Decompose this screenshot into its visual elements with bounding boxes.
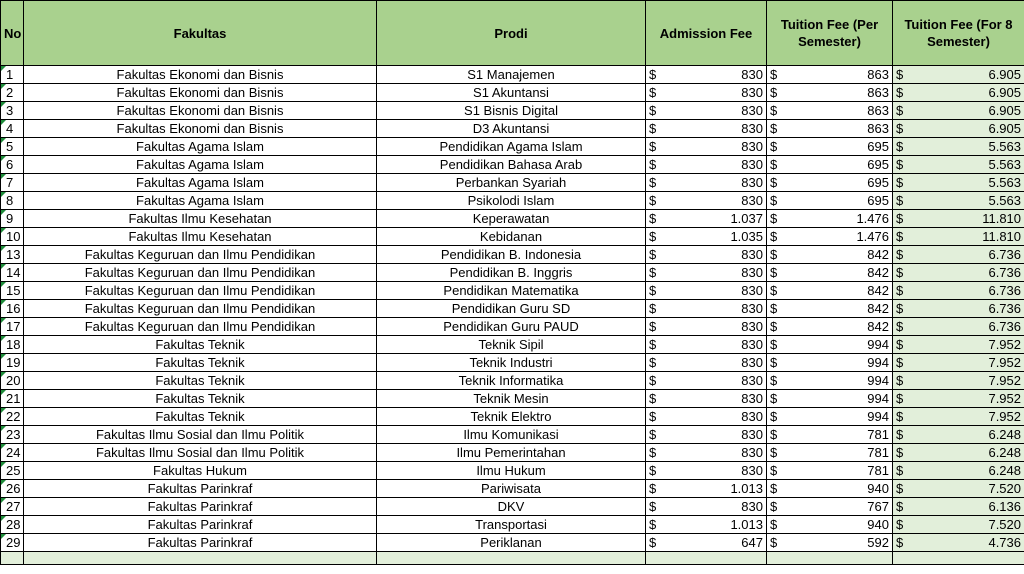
cell-admission-currency[interactable]: $ xyxy=(646,282,667,300)
cell-tuition-sem-currency[interactable]: $ xyxy=(767,318,787,336)
table-row xyxy=(1,336,1024,354)
cell-fakultas[interactable]: Fakultas Teknik xyxy=(24,408,377,426)
cell-admission-fee[interactable]: 830 xyxy=(667,408,767,426)
cell-tuition-sem-currency[interactable]: $ xyxy=(767,84,787,102)
cell-fakultas[interactable]: Fakultas Keguruan dan Ilmu Pendidikan xyxy=(24,264,377,282)
cell-admission-currency[interactable]: $ xyxy=(646,354,667,372)
footer-row xyxy=(1,552,1024,565)
cell-tuition-total-currency[interactable]: $ xyxy=(893,534,913,552)
cell-prodi[interactable]: Pendidikan B. Indonesia xyxy=(377,246,646,264)
cell-prodi[interactable]: Ilmu Hukum xyxy=(377,462,646,480)
table-row xyxy=(1,372,1024,390)
table-row xyxy=(1,498,1024,516)
cell-no[interactable]: 21 xyxy=(1,390,24,408)
cell-tuition-sem-currency[interactable]: $ xyxy=(767,228,787,246)
cell-admission-currency[interactable]: $ xyxy=(646,444,667,462)
cell-admission-currency[interactable]: $ xyxy=(646,462,667,480)
cell-prodi[interactable]: Psikolodi Islam xyxy=(377,192,646,210)
cell-fakultas[interactable]: Fakultas Teknik xyxy=(24,372,377,390)
cell-admission-currency[interactable]: $ xyxy=(646,300,667,318)
cell-tuition-sem-currency[interactable]: $ xyxy=(767,66,787,84)
cell-prodi[interactable]: S1 Akuntansi xyxy=(377,84,646,102)
cell-fakultas[interactable]: Fakultas Agama Islam xyxy=(24,192,377,210)
cell-tuition-sem-currency[interactable]: $ xyxy=(767,408,787,426)
cell-tuition-total-currency[interactable]: $ xyxy=(893,246,913,264)
table-row xyxy=(1,516,1024,534)
cell-admission-fee[interactable]: 1.035 xyxy=(667,228,767,246)
table-row xyxy=(1,354,1024,372)
cell-tuition-8-semester[interactable]: 5.563 xyxy=(913,138,1024,156)
cell-tuition-8-semester[interactable]: 5.563 xyxy=(913,174,1024,192)
footer-cell[interactable] xyxy=(767,552,893,565)
cell-tuition-8-semester[interactable]: 7.952 xyxy=(913,390,1024,408)
footer-cell[interactable] xyxy=(24,552,377,565)
cell-tuition-sem-currency[interactable]: $ xyxy=(767,390,787,408)
cell-fakultas[interactable]: Fakultas Hukum xyxy=(24,462,377,480)
cell-tuition-total-currency[interactable]: $ xyxy=(893,372,913,390)
cell-tuition-sem-currency[interactable]: $ xyxy=(767,534,787,552)
cell-tuition-8-semester[interactable]: 11.810 xyxy=(913,210,1024,228)
cell-prodi[interactable]: DKV xyxy=(377,498,646,516)
cell-prodi[interactable]: Teknik Elektro xyxy=(377,408,646,426)
cell-prodi[interactable]: Pendidikan Agama Islam xyxy=(377,138,646,156)
table-row xyxy=(1,390,1024,408)
cell-tuition-total-currency[interactable]: $ xyxy=(893,66,913,84)
cell-admission-fee[interactable]: 830 xyxy=(667,336,767,354)
cell-fakultas[interactable]: Fakultas Ekonomi dan Bisnis xyxy=(24,102,377,120)
cell-tuition-total-currency[interactable]: $ xyxy=(893,318,913,336)
cell-prodi[interactable]: Pendidikan Bahasa Arab xyxy=(377,156,646,174)
table-row xyxy=(1,210,1024,228)
cell-admission-fee[interactable]: 830 xyxy=(667,318,767,336)
table-row xyxy=(1,66,1024,84)
cell-tuition-per-semester[interactable]: 1.476 xyxy=(787,228,893,246)
table-row xyxy=(1,84,1024,102)
cell-fakultas[interactable]: Fakultas Parinkraf xyxy=(24,498,377,516)
cell-tuition-8-semester[interactable]: 6.736 xyxy=(913,300,1024,318)
cell-admission-currency[interactable]: $ xyxy=(646,498,667,516)
cell-prodi[interactable]: S1 Bisnis Digital xyxy=(377,102,646,120)
cell-admission-currency[interactable]: $ xyxy=(646,66,667,84)
cell-tuition-total-currency[interactable]: $ xyxy=(893,390,913,408)
cell-tuition-per-semester[interactable]: 940 xyxy=(787,516,893,534)
cell-no[interactable]: 1 xyxy=(1,66,24,84)
cell-tuition-sem-currency[interactable]: $ xyxy=(767,156,787,174)
cell-tuition-per-semester[interactable]: 842 xyxy=(787,282,893,300)
footer-cell[interactable] xyxy=(377,552,646,565)
header-no[interactable]: No xyxy=(1,1,24,66)
header-prodi[interactable]: Prodi xyxy=(377,1,646,66)
cell-tuition-total-currency[interactable]: $ xyxy=(893,300,913,318)
cell-fakultas[interactable]: Fakultas Teknik xyxy=(24,354,377,372)
table-row xyxy=(1,444,1024,462)
cell-tuition-total-currency[interactable]: $ xyxy=(893,516,913,534)
cell-tuition-8-semester[interactable]: 6.736 xyxy=(913,264,1024,282)
cell-prodi[interactable]: Perbankan Syariah xyxy=(377,174,646,192)
cell-no[interactable]: 3 xyxy=(1,102,24,120)
cell-tuition-total-currency[interactable]: $ xyxy=(893,102,913,120)
cell-tuition-sem-currency[interactable]: $ xyxy=(767,480,787,498)
header-row xyxy=(1,1,1024,66)
cell-tuition-sem-currency[interactable]: $ xyxy=(767,462,787,480)
cell-fakultas[interactable]: Fakultas Agama Islam xyxy=(24,156,377,174)
cell-tuition-per-semester[interactable]: 781 xyxy=(787,444,893,462)
cell-tuition-per-semester[interactable]: 863 xyxy=(787,84,893,102)
cell-admission-fee[interactable]: 830 xyxy=(667,84,767,102)
cell-tuition-per-semester[interactable]: 781 xyxy=(787,462,893,480)
cell-tuition-per-semester[interactable]: 1.476 xyxy=(787,210,893,228)
cell-tuition-total-currency[interactable]: $ xyxy=(893,480,913,498)
table-row xyxy=(1,408,1024,426)
cell-tuition-sem-currency[interactable]: $ xyxy=(767,192,787,210)
cell-admission-fee[interactable]: 830 xyxy=(667,372,767,390)
header-admission-fee[interactable]: Admission Fee xyxy=(646,1,767,66)
cell-tuition-total-currency[interactable]: $ xyxy=(893,210,913,228)
cell-no[interactable]: 5 xyxy=(1,138,24,156)
cell-tuition-per-semester[interactable]: 781 xyxy=(787,426,893,444)
cell-admission-currency[interactable]: $ xyxy=(646,120,667,138)
cell-tuition-8-semester[interactable]: 6.736 xyxy=(913,246,1024,264)
cell-admission-currency[interactable]: $ xyxy=(646,192,667,210)
cell-admission-fee[interactable]: 830 xyxy=(667,264,767,282)
header-tuition-8-semester[interactable]: Tuition Fee (For 8 Semester) xyxy=(893,1,1024,66)
cell-tuition-total-currency[interactable]: $ xyxy=(893,120,913,138)
cell-prodi[interactable]: Teknik Sipil xyxy=(377,336,646,354)
cell-tuition-sem-currency[interactable]: $ xyxy=(767,426,787,444)
table-row xyxy=(1,264,1024,282)
cell-tuition-per-semester[interactable]: 695 xyxy=(787,138,893,156)
cell-no[interactable]: 20 xyxy=(1,372,24,390)
cell-admission-fee[interactable]: 830 xyxy=(667,138,767,156)
cell-tuition-per-semester[interactable]: 695 xyxy=(787,192,893,210)
cell-fakultas[interactable]: Fakultas Parinkraf xyxy=(24,480,377,498)
cell-fakultas[interactable]: Fakultas Ilmu Sosial dan Ilmu Politik xyxy=(24,444,377,462)
cell-tuition-total-currency[interactable]: $ xyxy=(893,426,913,444)
cell-tuition-8-semester[interactable]: 5.563 xyxy=(913,156,1024,174)
cell-fakultas[interactable]: Fakultas Ilmu Sosial dan Ilmu Politik xyxy=(24,426,377,444)
cell-admission-currency[interactable]: $ xyxy=(646,138,667,156)
table-body xyxy=(1,66,1024,552)
cell-tuition-8-semester[interactable]: 6.248 xyxy=(913,426,1024,444)
cell-tuition-sem-currency[interactable]: $ xyxy=(767,300,787,318)
cell-tuition-total-currency[interactable]: $ xyxy=(893,282,913,300)
cell-tuition-per-semester[interactable]: 863 xyxy=(787,102,893,120)
cell-tuition-total-currency[interactable]: $ xyxy=(893,156,913,174)
cell-no[interactable]: 24 xyxy=(1,444,24,462)
table-row xyxy=(1,174,1024,192)
cell-prodi[interactable]: Pariwisata xyxy=(377,480,646,498)
cell-tuition-per-semester[interactable]: 695 xyxy=(787,174,893,192)
cell-tuition-8-semester[interactable]: 6.248 xyxy=(913,462,1024,480)
cell-admission-fee[interactable]: 830 xyxy=(667,300,767,318)
footer-cell[interactable] xyxy=(1,552,24,565)
cell-admission-currency[interactable]: $ xyxy=(646,264,667,282)
header-fakultas[interactable]: Fakultas xyxy=(24,1,377,66)
cell-admission-currency[interactable]: $ xyxy=(646,480,667,498)
cell-tuition-total-currency[interactable]: $ xyxy=(893,336,913,354)
cell-no[interactable]: 25 xyxy=(1,462,24,480)
cell-no[interactable]: 22 xyxy=(1,408,24,426)
cell-tuition-per-semester[interactable]: 863 xyxy=(787,120,893,138)
cell-tuition-8-semester[interactable]: 6.905 xyxy=(913,102,1024,120)
cell-tuition-per-semester[interactable]: 842 xyxy=(787,318,893,336)
cell-admission-currency[interactable]: $ xyxy=(646,102,667,120)
cell-tuition-sem-currency[interactable]: $ xyxy=(767,102,787,120)
table-row xyxy=(1,246,1024,264)
cell-fakultas[interactable]: Fakultas Keguruan dan Ilmu Pendidikan xyxy=(24,282,377,300)
cell-no[interactable]: 6 xyxy=(1,156,24,174)
cell-tuition-total-currency[interactable]: $ xyxy=(893,264,913,282)
cell-admission-currency[interactable]: $ xyxy=(646,390,667,408)
table-row xyxy=(1,228,1024,246)
header-tuition-per-semester[interactable]: Tuition Fee (Per Semester) xyxy=(767,1,893,66)
cell-admission-fee[interactable]: 830 xyxy=(667,462,767,480)
cell-prodi[interactable]: Periklanan xyxy=(377,534,646,552)
cell-no[interactable]: 9 xyxy=(1,210,24,228)
cell-admission-currency[interactable]: $ xyxy=(646,534,667,552)
cell-admission-currency[interactable]: $ xyxy=(646,336,667,354)
table-row xyxy=(1,282,1024,300)
cell-admission-fee[interactable]: 830 xyxy=(667,192,767,210)
cell-admission-fee[interactable]: 830 xyxy=(667,444,767,462)
cell-fakultas[interactable]: Fakultas Ilmu Kesehatan xyxy=(24,228,377,246)
cell-admission-fee[interactable]: 647 xyxy=(667,534,767,552)
cell-no[interactable]: 27 xyxy=(1,498,24,516)
cell-prodi[interactable]: Transportasi xyxy=(377,516,646,534)
cell-fakultas[interactable]: Fakultas Ekonomi dan Bisnis xyxy=(24,120,377,138)
cell-admission-fee[interactable]: 1.037 xyxy=(667,210,767,228)
cell-tuition-8-semester[interactable]: 6.736 xyxy=(913,318,1024,336)
cell-no[interactable]: 8 xyxy=(1,192,24,210)
cell-tuition-per-semester[interactable]: 592 xyxy=(787,534,893,552)
cell-tuition-sem-currency[interactable]: $ xyxy=(767,138,787,156)
cell-admission-fee[interactable]: 830 xyxy=(667,66,767,84)
cell-tuition-8-semester[interactable]: 7.952 xyxy=(913,336,1024,354)
cell-tuition-sem-currency[interactable]: $ xyxy=(767,210,787,228)
cell-prodi[interactable]: Ilmu Pemerintahan xyxy=(377,444,646,462)
cell-prodi[interactable]: Kebidanan xyxy=(377,228,646,246)
cell-tuition-8-semester[interactable]: 6.248 xyxy=(913,444,1024,462)
cell-admission-currency[interactable]: $ xyxy=(646,246,667,264)
cell-tuition-8-semester[interactable]: 6.136 xyxy=(913,498,1024,516)
cell-tuition-total-currency[interactable]: $ xyxy=(893,84,913,102)
cell-prodi[interactable]: Pendidikan B. Inggris xyxy=(377,264,646,282)
cell-tuition-total-currency[interactable]: $ xyxy=(893,498,913,516)
cell-no[interactable]: 2 xyxy=(1,84,24,102)
cell-no[interactable]: 10 xyxy=(1,228,24,246)
table-row xyxy=(1,426,1024,444)
cell-tuition-per-semester[interactable]: 994 xyxy=(787,372,893,390)
table-row xyxy=(1,156,1024,174)
cell-tuition-total-currency[interactable]: $ xyxy=(893,444,913,462)
cell-tuition-8-semester[interactable]: 6.905 xyxy=(913,120,1024,138)
cell-tuition-per-semester[interactable]: 767 xyxy=(787,498,893,516)
cell-tuition-per-semester[interactable]: 994 xyxy=(787,408,893,426)
cell-tuition-per-semester[interactable]: 842 xyxy=(787,300,893,318)
cell-prodi[interactable]: Teknik Industri xyxy=(377,354,646,372)
cell-no[interactable]: 17 xyxy=(1,318,24,336)
cell-admission-fee[interactable]: 830 xyxy=(667,354,767,372)
footer-cell[interactable] xyxy=(646,552,767,565)
cell-tuition-8-semester[interactable]: 5.563 xyxy=(913,192,1024,210)
cell-fakultas[interactable]: Fakultas Teknik xyxy=(24,390,377,408)
table-row xyxy=(1,318,1024,336)
cell-prodi[interactable]: D3 Akuntansi xyxy=(377,120,646,138)
cell-tuition-8-semester[interactable]: 6.905 xyxy=(913,84,1024,102)
cell-fakultas[interactable]: Fakultas Ilmu Kesehatan xyxy=(24,210,377,228)
cell-fakultas[interactable]: Fakultas Keguruan dan Ilmu Pendidikan xyxy=(24,318,377,336)
cell-admission-fee[interactable]: 830 xyxy=(667,390,767,408)
cell-tuition-sem-currency[interactable]: $ xyxy=(767,444,787,462)
cell-prodi[interactable]: Pendidikan Guru PAUD xyxy=(377,318,646,336)
cell-no[interactable]: 13 xyxy=(1,246,24,264)
cell-tuition-sem-currency[interactable]: $ xyxy=(767,354,787,372)
cell-tuition-8-semester[interactable]: 4.736 xyxy=(913,534,1024,552)
cell-tuition-per-semester[interactable]: 940 xyxy=(787,480,893,498)
cell-prodi[interactable]: Keperawatan xyxy=(377,210,646,228)
cell-admission-fee[interactable]: 1.013 xyxy=(667,516,767,534)
cell-admission-fee[interactable]: 1.013 xyxy=(667,480,767,498)
cell-tuition-per-semester[interactable]: 842 xyxy=(787,246,893,264)
cell-admission-fee[interactable]: 830 xyxy=(667,120,767,138)
table-row xyxy=(1,192,1024,210)
table-row xyxy=(1,462,1024,480)
cell-tuition-sem-currency[interactable]: $ xyxy=(767,120,787,138)
cell-prodi[interactable]: Teknik Mesin xyxy=(377,390,646,408)
cell-admission-fee[interactable]: 830 xyxy=(667,282,767,300)
table-row xyxy=(1,102,1024,120)
cell-no[interactable]: 18 xyxy=(1,336,24,354)
cell-no[interactable]: 15 xyxy=(1,282,24,300)
table-row xyxy=(1,534,1024,552)
cell-no[interactable]: 26 xyxy=(1,480,24,498)
cell-admission-currency[interactable]: $ xyxy=(646,84,667,102)
cell-tuition-sem-currency[interactable]: $ xyxy=(767,264,787,282)
cell-admission-fee[interactable]: 830 xyxy=(667,102,767,120)
cell-tuition-sem-currency[interactable]: $ xyxy=(767,282,787,300)
cell-tuition-8-semester[interactable]: 6.736 xyxy=(913,282,1024,300)
cell-no[interactable]: 16 xyxy=(1,300,24,318)
cell-tuition-sem-currency[interactable]: $ xyxy=(767,372,787,390)
cell-tuition-sem-currency[interactable]: $ xyxy=(767,336,787,354)
cell-no[interactable]: 23 xyxy=(1,426,24,444)
cell-tuition-total-currency[interactable]: $ xyxy=(893,408,913,426)
cell-tuition-total-currency[interactable]: $ xyxy=(893,174,913,192)
cell-fakultas[interactable]: Fakultas Ekonomi dan Bisnis xyxy=(24,84,377,102)
cell-tuition-sem-currency[interactable]: $ xyxy=(767,516,787,534)
cell-tuition-total-currency[interactable]: $ xyxy=(893,354,913,372)
cell-tuition-per-semester[interactable]: 695 xyxy=(787,156,893,174)
cell-tuition-sem-currency[interactable]: $ xyxy=(767,174,787,192)
cell-no[interactable]: 29 xyxy=(1,534,24,552)
cell-fakultas[interactable]: Fakultas Agama Islam xyxy=(24,174,377,192)
cell-tuition-total-currency[interactable]: $ xyxy=(893,228,913,246)
cell-fakultas[interactable]: Fakultas Keguruan dan Ilmu Pendidikan xyxy=(24,300,377,318)
cell-tuition-8-semester[interactable]: 7.520 xyxy=(913,516,1024,534)
cell-tuition-8-semester[interactable]: 11.810 xyxy=(913,228,1024,246)
cell-tuition-sem-currency[interactable]: $ xyxy=(767,246,787,264)
cell-admission-currency[interactable]: $ xyxy=(646,516,667,534)
cell-admission-fee[interactable]: 830 xyxy=(667,156,767,174)
cell-tuition-per-semester[interactable]: 863 xyxy=(787,66,893,84)
cell-admission-fee[interactable]: 830 xyxy=(667,426,767,444)
cell-tuition-total-currency[interactable]: $ xyxy=(893,138,913,156)
cell-fakultas[interactable]: Fakultas Keguruan dan Ilmu Pendidikan xyxy=(24,246,377,264)
cell-prodi[interactable]: Teknik Informatika xyxy=(377,372,646,390)
cell-tuition-8-semester[interactable]: 6.905 xyxy=(913,66,1024,84)
footer-cell[interactable] xyxy=(893,552,1024,565)
cell-prodi[interactable]: Pendidikan Matematika xyxy=(377,282,646,300)
cell-tuition-per-semester[interactable]: 994 xyxy=(787,390,893,408)
cell-admission-currency[interactable]: $ xyxy=(646,426,667,444)
cell-tuition-per-semester[interactable]: 842 xyxy=(787,264,893,282)
cell-fakultas[interactable]: Fakultas Parinkraf xyxy=(24,516,377,534)
cell-tuition-8-semester[interactable]: 7.952 xyxy=(913,354,1024,372)
table-row xyxy=(1,480,1024,498)
cell-admission-currency[interactable]: $ xyxy=(646,156,667,174)
cell-fakultas[interactable]: Fakultas Agama Islam xyxy=(24,138,377,156)
cell-admission-currency[interactable]: $ xyxy=(646,408,667,426)
cell-tuition-sem-currency[interactable]: $ xyxy=(767,498,787,516)
cell-no[interactable]: 14 xyxy=(1,264,24,282)
cell-fakultas[interactable]: Fakultas Parinkraf xyxy=(24,534,377,552)
cell-tuition-total-currency[interactable]: $ xyxy=(893,192,913,210)
cell-no[interactable]: 28 xyxy=(1,516,24,534)
cell-tuition-8-semester[interactable]: 7.520 xyxy=(913,480,1024,498)
cell-admission-currency[interactable]: $ xyxy=(646,372,667,390)
cell-no[interactable]: 4 xyxy=(1,120,24,138)
cell-admission-currency[interactable]: $ xyxy=(646,318,667,336)
cell-no[interactable]: 7 xyxy=(1,174,24,192)
cell-admission-fee[interactable]: 830 xyxy=(667,246,767,264)
table-row xyxy=(1,300,1024,318)
cell-admission-fee[interactable]: 830 xyxy=(667,174,767,192)
cell-tuition-per-semester[interactable]: 994 xyxy=(787,336,893,354)
cell-admission-currency[interactable]: $ xyxy=(646,174,667,192)
cell-prodi[interactable]: Pendidikan Guru SD xyxy=(377,300,646,318)
cell-no[interactable]: 19 xyxy=(1,354,24,372)
cell-fakultas[interactable]: Fakultas Ekonomi dan Bisnis xyxy=(24,66,377,84)
cell-fakultas[interactable]: Fakultas Teknik xyxy=(24,336,377,354)
cell-admission-fee[interactable]: 830 xyxy=(667,498,767,516)
cell-tuition-per-semester[interactable]: 994 xyxy=(787,354,893,372)
cell-admission-currency[interactable]: $ xyxy=(646,228,667,246)
cell-tuition-8-semester[interactable]: 7.952 xyxy=(913,408,1024,426)
cell-admission-currency[interactable]: $ xyxy=(646,210,667,228)
cell-prodi[interactable]: Ilmu Komunikasi xyxy=(377,426,646,444)
cell-tuition-8-semester[interactable]: 7.952 xyxy=(913,372,1024,390)
cell-tuition-total-currency[interactable]: $ xyxy=(893,462,913,480)
table-row xyxy=(1,138,1024,156)
table-row xyxy=(1,120,1024,138)
cell-prodi[interactable]: S1 Manajemen xyxy=(377,66,646,84)
